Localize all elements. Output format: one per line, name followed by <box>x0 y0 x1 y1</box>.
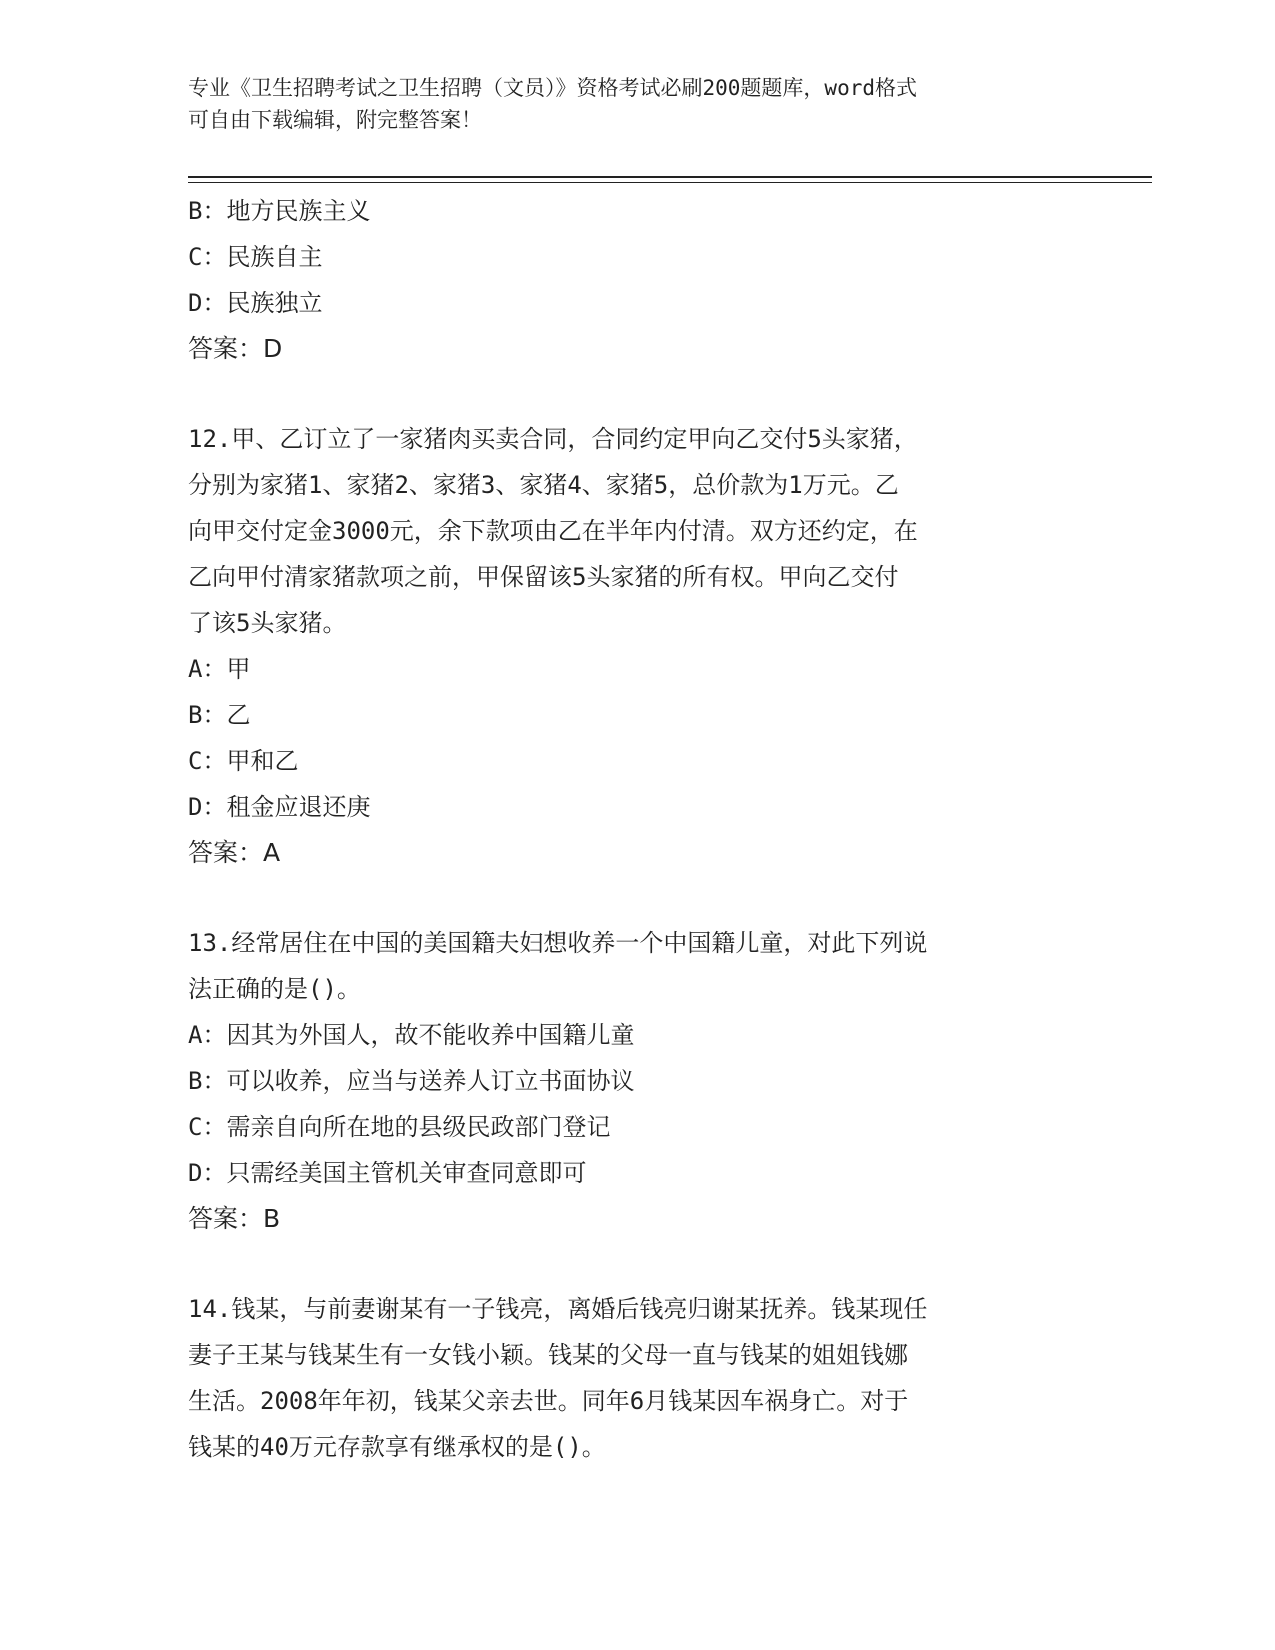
header-divider-thick <box>188 176 1152 178</box>
question-stem-line: 了该5头家猪。 <box>188 609 347 637</box>
header-divider-thin <box>188 182 1152 183</box>
question-stem-line: 生活。2008年年初，钱某父亲去世。同年6月钱某因车祸身亡。对于 <box>188 1387 909 1415</box>
document-header <box>188 72 1068 136</box>
question-stem-line: 乙向甲付清家猪款项之前，甲保留该5头家猪的所有权。甲向乙交付 <box>188 563 899 591</box>
question-stem-line: 13.经常居住在中国的美国籍夫妇想收养一个中国籍儿童，对此下列说 <box>188 929 928 957</box>
answer: 答案：B <box>188 1204 281 1233</box>
option-c: C：甲和乙 <box>188 747 299 775</box>
question-stem-line: 向甲交付定金3000元，余下款项由乙在半年内付清。双方还约定，在 <box>188 517 918 545</box>
question-14 <box>188 1286 1088 1470</box>
question-stem-line: 12.甲、乙订立了一家猪肉买卖合同，合同约定甲向乙交付5头家猪， <box>188 425 918 453</box>
option-d: D：只需经美国主管机关审查同意即可 <box>188 1159 587 1187</box>
question-stem-line: 法正确的是()。 <box>188 975 361 1003</box>
question-11 <box>188 188 1088 372</box>
question-stem-line: 14.钱某，与前妻谢某有一子钱亮，离婚后钱亮归谢某抚养。钱某现任 <box>188 1295 928 1323</box>
option-b: B：地方民族主义 <box>188 197 371 225</box>
question-stem-line: 妻子王某与钱某生有一女钱小颖。钱某的父母一直与钱某的姐姐钱娜 <box>188 1341 908 1369</box>
header-line-1: 专业《卫生招聘考试之卫生招聘（文员）》资格考试必刷200题题库，word格式 <box>188 76 917 100</box>
option-b: B：乙 <box>188 701 251 729</box>
option-d: D：租金应退还庚 <box>188 793 371 821</box>
header-line-2: 可自由下载编辑，附完整答案！ <box>188 108 482 132</box>
question-stem-line: 钱某的40万元存款享有继承权的是()。 <box>188 1433 606 1461</box>
option-c: C：需亲自向所在地的县级民政部门登记 <box>188 1113 611 1141</box>
option-c: C：民族自主 <box>188 243 323 271</box>
answer: 答案：D <box>188 334 283 363</box>
option-b: B：可以收养，应当与送养人订立书面协议 <box>188 1067 635 1095</box>
question-13 <box>188 920 1088 1242</box>
option-a: A：甲 <box>188 655 251 683</box>
question-stem-line: 分别为家猪1、家猪2、家猪3、家猪4、家猪5，总价款为1万元。乙 <box>188 471 899 499</box>
question-content <box>188 188 1088 1470</box>
option-a: A：因其为外国人，故不能收养中国籍儿童 <box>188 1021 635 1049</box>
question-12 <box>188 416 1088 876</box>
answer: 答案：A <box>188 838 281 867</box>
option-d: D：民族独立 <box>188 289 323 317</box>
